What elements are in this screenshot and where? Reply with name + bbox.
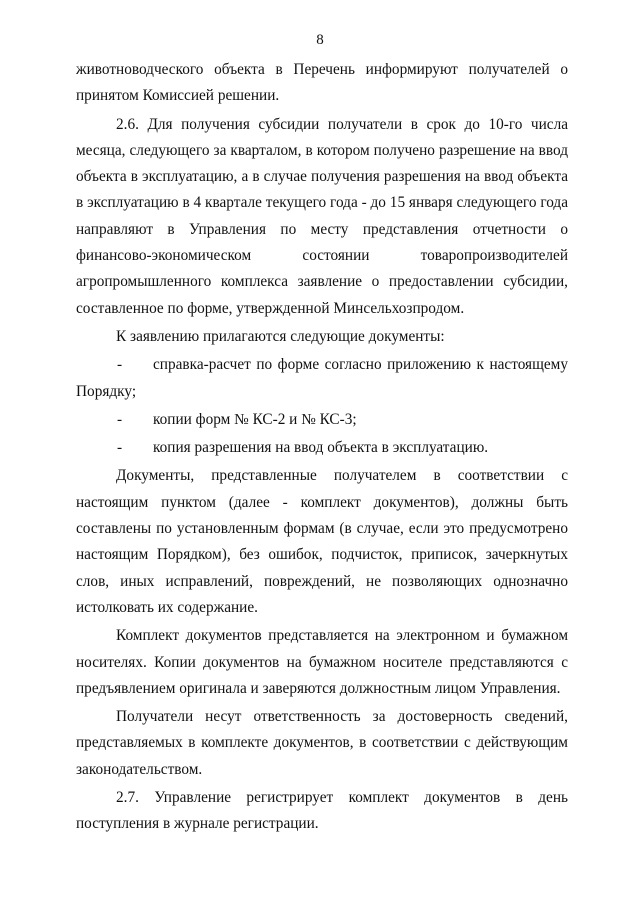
paragraph-decision-notice: животноводческого объекта в Перечень информируют получателей о принятом Комиссией решении. bbox=[76, 61, 568, 105]
list-item-permit-copy bbox=[76, 435, 568, 461]
list-item-forms-copies bbox=[76, 407, 568, 433]
paragraph-section-2-7: 2.7. Управление регистрирует комплект документов в день поступления в журнале регистрации. bbox=[76, 789, 568, 833]
list-item-text: копии форм № КС-2 и № КС-3; bbox=[153, 410, 357, 428]
paragraph-document-requirements: Документы, представленные получателем в соответствии с настоящим пунктом (далее - комплект документов), должны быть составлены по установленным формам (в случае, если это предусмотрено настоящим Порядком), без ошибок, подчисток, приписок, зачеркнутых слов, иных исправлений, повреждений, не позволяющих однозначно истолковать их содержание. bbox=[76, 467, 568, 616]
list-item-calculation bbox=[76, 352, 568, 405]
paragraph-document-carriers: Комплект документов представляется на электронном и бумажном носителях. Копии документов на бумажном носителе представляются с предъявлением оригинала и заверяются должностным лицом Управления. bbox=[76, 627, 568, 697]
page-number: 8 bbox=[316, 32, 324, 48]
list-dash: - bbox=[117, 356, 123, 374]
paragraph-attachments-intro: К заявлению прилагаются следующие документы: bbox=[116, 327, 445, 345]
document-body bbox=[76, 57, 568, 838]
paragraph-section-2-6: 2.6. Для получения субсидии получатели в срок до 10-го числа месяца, следующего за кварталом, в котором получено разрешение на ввод объекта в эксплуатацию, а в случае получения разрешения на ввод объекта в эксплуатацию в 4 квартале текущего года - до 15 января следующего года направляют в Управления по месту представления отчетности о финансово-экономическом состоянии товаропроизводителей агропромышленного комплекса заявление о предоставлении субсидии, составленное по форме, утвержденной Минсельхозпродом. bbox=[76, 115, 568, 317]
list-item-text: справка-расчет по форме согласно приложению к настоящему Порядку; bbox=[76, 356, 568, 400]
paragraph-responsibility: Получатели несут ответственность за достоверность сведений, представляемых в комплекте документов, в соответствии с действующим законодательством. bbox=[76, 708, 568, 778]
list-item-text: копия разрешения на ввод объекта в эксплуатацию. bbox=[153, 439, 489, 457]
list-dash: - bbox=[117, 410, 123, 428]
list-dash: - bbox=[117, 439, 123, 457]
